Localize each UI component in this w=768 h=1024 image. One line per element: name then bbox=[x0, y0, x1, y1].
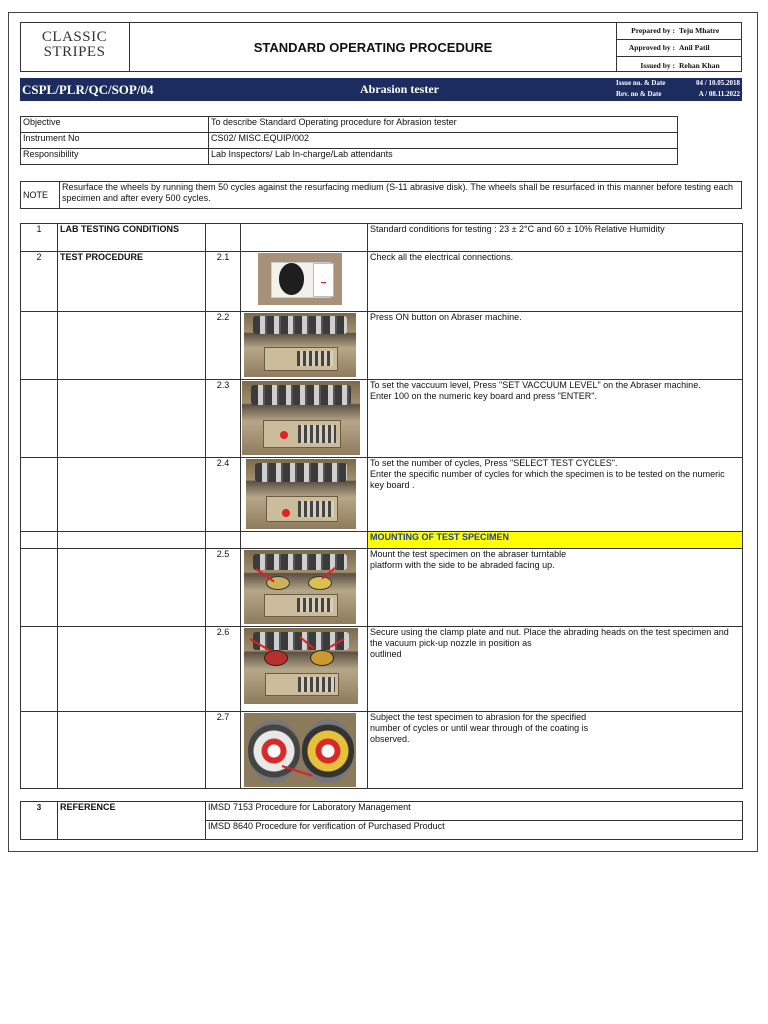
table-row bbox=[21, 549, 743, 627]
responsibility-label: Responsibility bbox=[21, 149, 209, 165]
reference-item: IMSD 8640 Procedure for verification of Purchased Product bbox=[206, 821, 743, 840]
company-logo bbox=[20, 22, 130, 72]
issue-rev-values bbox=[696, 78, 740, 100]
logo-line1: CLASSIC bbox=[41, 29, 108, 45]
step-text: To set the number of cycles, Press "SELECT TEST CYCLES". Enter the specific number of cycles for which the specimen is to be tested on the numeric key board . bbox=[368, 458, 743, 532]
table-row bbox=[21, 458, 743, 532]
step-text: To set the vaccuum level, Press "SET VACCUUM LEVEL" on the Abraser machine. Enter 100 on the numeric key board and press "ENTER". bbox=[368, 380, 743, 458]
step-text: Subject the test specimen to abrasion for the specified number of cycles or until wear through of the coating is observed. bbox=[368, 712, 743, 789]
table-row bbox=[21, 532, 743, 549]
table-row bbox=[21, 149, 678, 165]
section-title: REFERENCE bbox=[58, 802, 206, 840]
rev-label: Rev. no & Date bbox=[616, 90, 662, 98]
rev-value: A / 08.11.2022 bbox=[698, 90, 740, 98]
step-number: 2.4 bbox=[206, 458, 241, 532]
section-number: 1 bbox=[21, 224, 58, 252]
step-number: 2.1 bbox=[206, 252, 241, 312]
approved-by-label: Approved by : bbox=[628, 43, 675, 53]
note-table bbox=[20, 181, 742, 209]
step-number: 2.2 bbox=[206, 312, 241, 380]
prepared-by-label: Prepared by : bbox=[631, 25, 675, 35]
reference-table bbox=[20, 801, 743, 840]
section-title: TEST PROCEDURE bbox=[58, 252, 206, 312]
section-number: 2 bbox=[21, 252, 58, 312]
prepared-by-value: Teju Mhatre bbox=[679, 25, 720, 35]
sop-code: CSPL/PLR/QC/SOP/04 bbox=[22, 82, 154, 97]
issued-by-label: Issued by : bbox=[640, 60, 675, 70]
step-text: Secure using the clamp plate and nut. Place the abrading heads on the test specimen and the vacuum pick-up nozzle in position as outlined bbox=[368, 627, 743, 712]
objective-value: To describe Standard Operating procedure for Abrasion tester bbox=[209, 117, 678, 133]
abrasion-wheels-photo bbox=[244, 713, 356, 787]
electrical-socket-photo bbox=[258, 253, 342, 305]
issue-label: Issue no. & Date bbox=[616, 79, 666, 87]
step-text: Check all the electrical connections. bbox=[368, 252, 743, 312]
sop-title: STANDARD OPERATING PROCEDURE bbox=[253, 39, 493, 55]
issued-by-value: Rehan Khan bbox=[679, 60, 720, 70]
step-number: 2.3 bbox=[206, 380, 241, 458]
step-number: 2.6 bbox=[206, 627, 241, 712]
table-row bbox=[21, 627, 743, 712]
table-row bbox=[21, 117, 678, 133]
issue-rev-labels bbox=[616, 78, 665, 100]
note-text: Resurface the wheels by running them 50 cycles against the resurfacing medium (S-11 abrasive disk). The wheels shall be resurfaced in this manner before testing each specimen and after every 500 cycles. bbox=[60, 182, 742, 209]
table-row bbox=[21, 133, 678, 149]
specimen-mounting-photo bbox=[244, 550, 356, 624]
table-row bbox=[21, 802, 743, 821]
issue-revision-block bbox=[616, 78, 742, 101]
responsibility-value: Lab Inspectors/ Lab In-charge/Lab attendants bbox=[209, 149, 678, 165]
logo-line2: STRIPES bbox=[43, 44, 106, 60]
instrument-no-value: CS02/ MISC.EQUIP/002 bbox=[209, 133, 678, 149]
testing-conditions-text: Standard conditions for testing : 23 ± 2°C and 60 ± 10% Relative Humidity bbox=[368, 224, 743, 252]
objective-label: Objective bbox=[21, 117, 209, 133]
abraser-machine-photo bbox=[242, 381, 360, 455]
abrading-heads-photo bbox=[244, 628, 358, 704]
section-title: LAB TESTING CONDITIONS bbox=[58, 224, 206, 252]
table-row bbox=[21, 252, 743, 312]
note-label: NOTE bbox=[21, 182, 60, 209]
instrument-no-label: Instrument No bbox=[21, 133, 209, 149]
table-row bbox=[21, 312, 743, 380]
step-text: Press ON button on Abraser machine. bbox=[368, 312, 743, 380]
approval-block bbox=[616, 22, 742, 72]
step-number: 2.7 bbox=[206, 712, 241, 789]
step-text: Mount the test specimen on the abraser turntable platform with the side to be abraded facing up. bbox=[368, 549, 743, 627]
mounting-heading: MOUNTING OF TEST SPECIMEN bbox=[368, 532, 743, 549]
abraser-machine-photo bbox=[244, 313, 356, 377]
procedure-table bbox=[20, 223, 743, 789]
issue-value: 04 / 10.05.2018 bbox=[696, 79, 740, 87]
title-bar bbox=[20, 78, 742, 101]
approved-by-value: Anil Patil bbox=[679, 43, 710, 53]
instrument-name: Abrasion tester bbox=[360, 82, 439, 96]
table-row bbox=[21, 224, 743, 252]
reference-item: IMSD 7153 Procedure for Laboratory Management bbox=[206, 802, 743, 821]
step-number: 2.5 bbox=[206, 549, 241, 627]
table-row bbox=[21, 182, 742, 209]
section-number: 3 bbox=[21, 802, 58, 840]
table-row bbox=[21, 380, 743, 458]
table-row bbox=[21, 712, 743, 789]
abraser-machine-photo bbox=[246, 459, 356, 529]
info-table bbox=[20, 116, 678, 165]
